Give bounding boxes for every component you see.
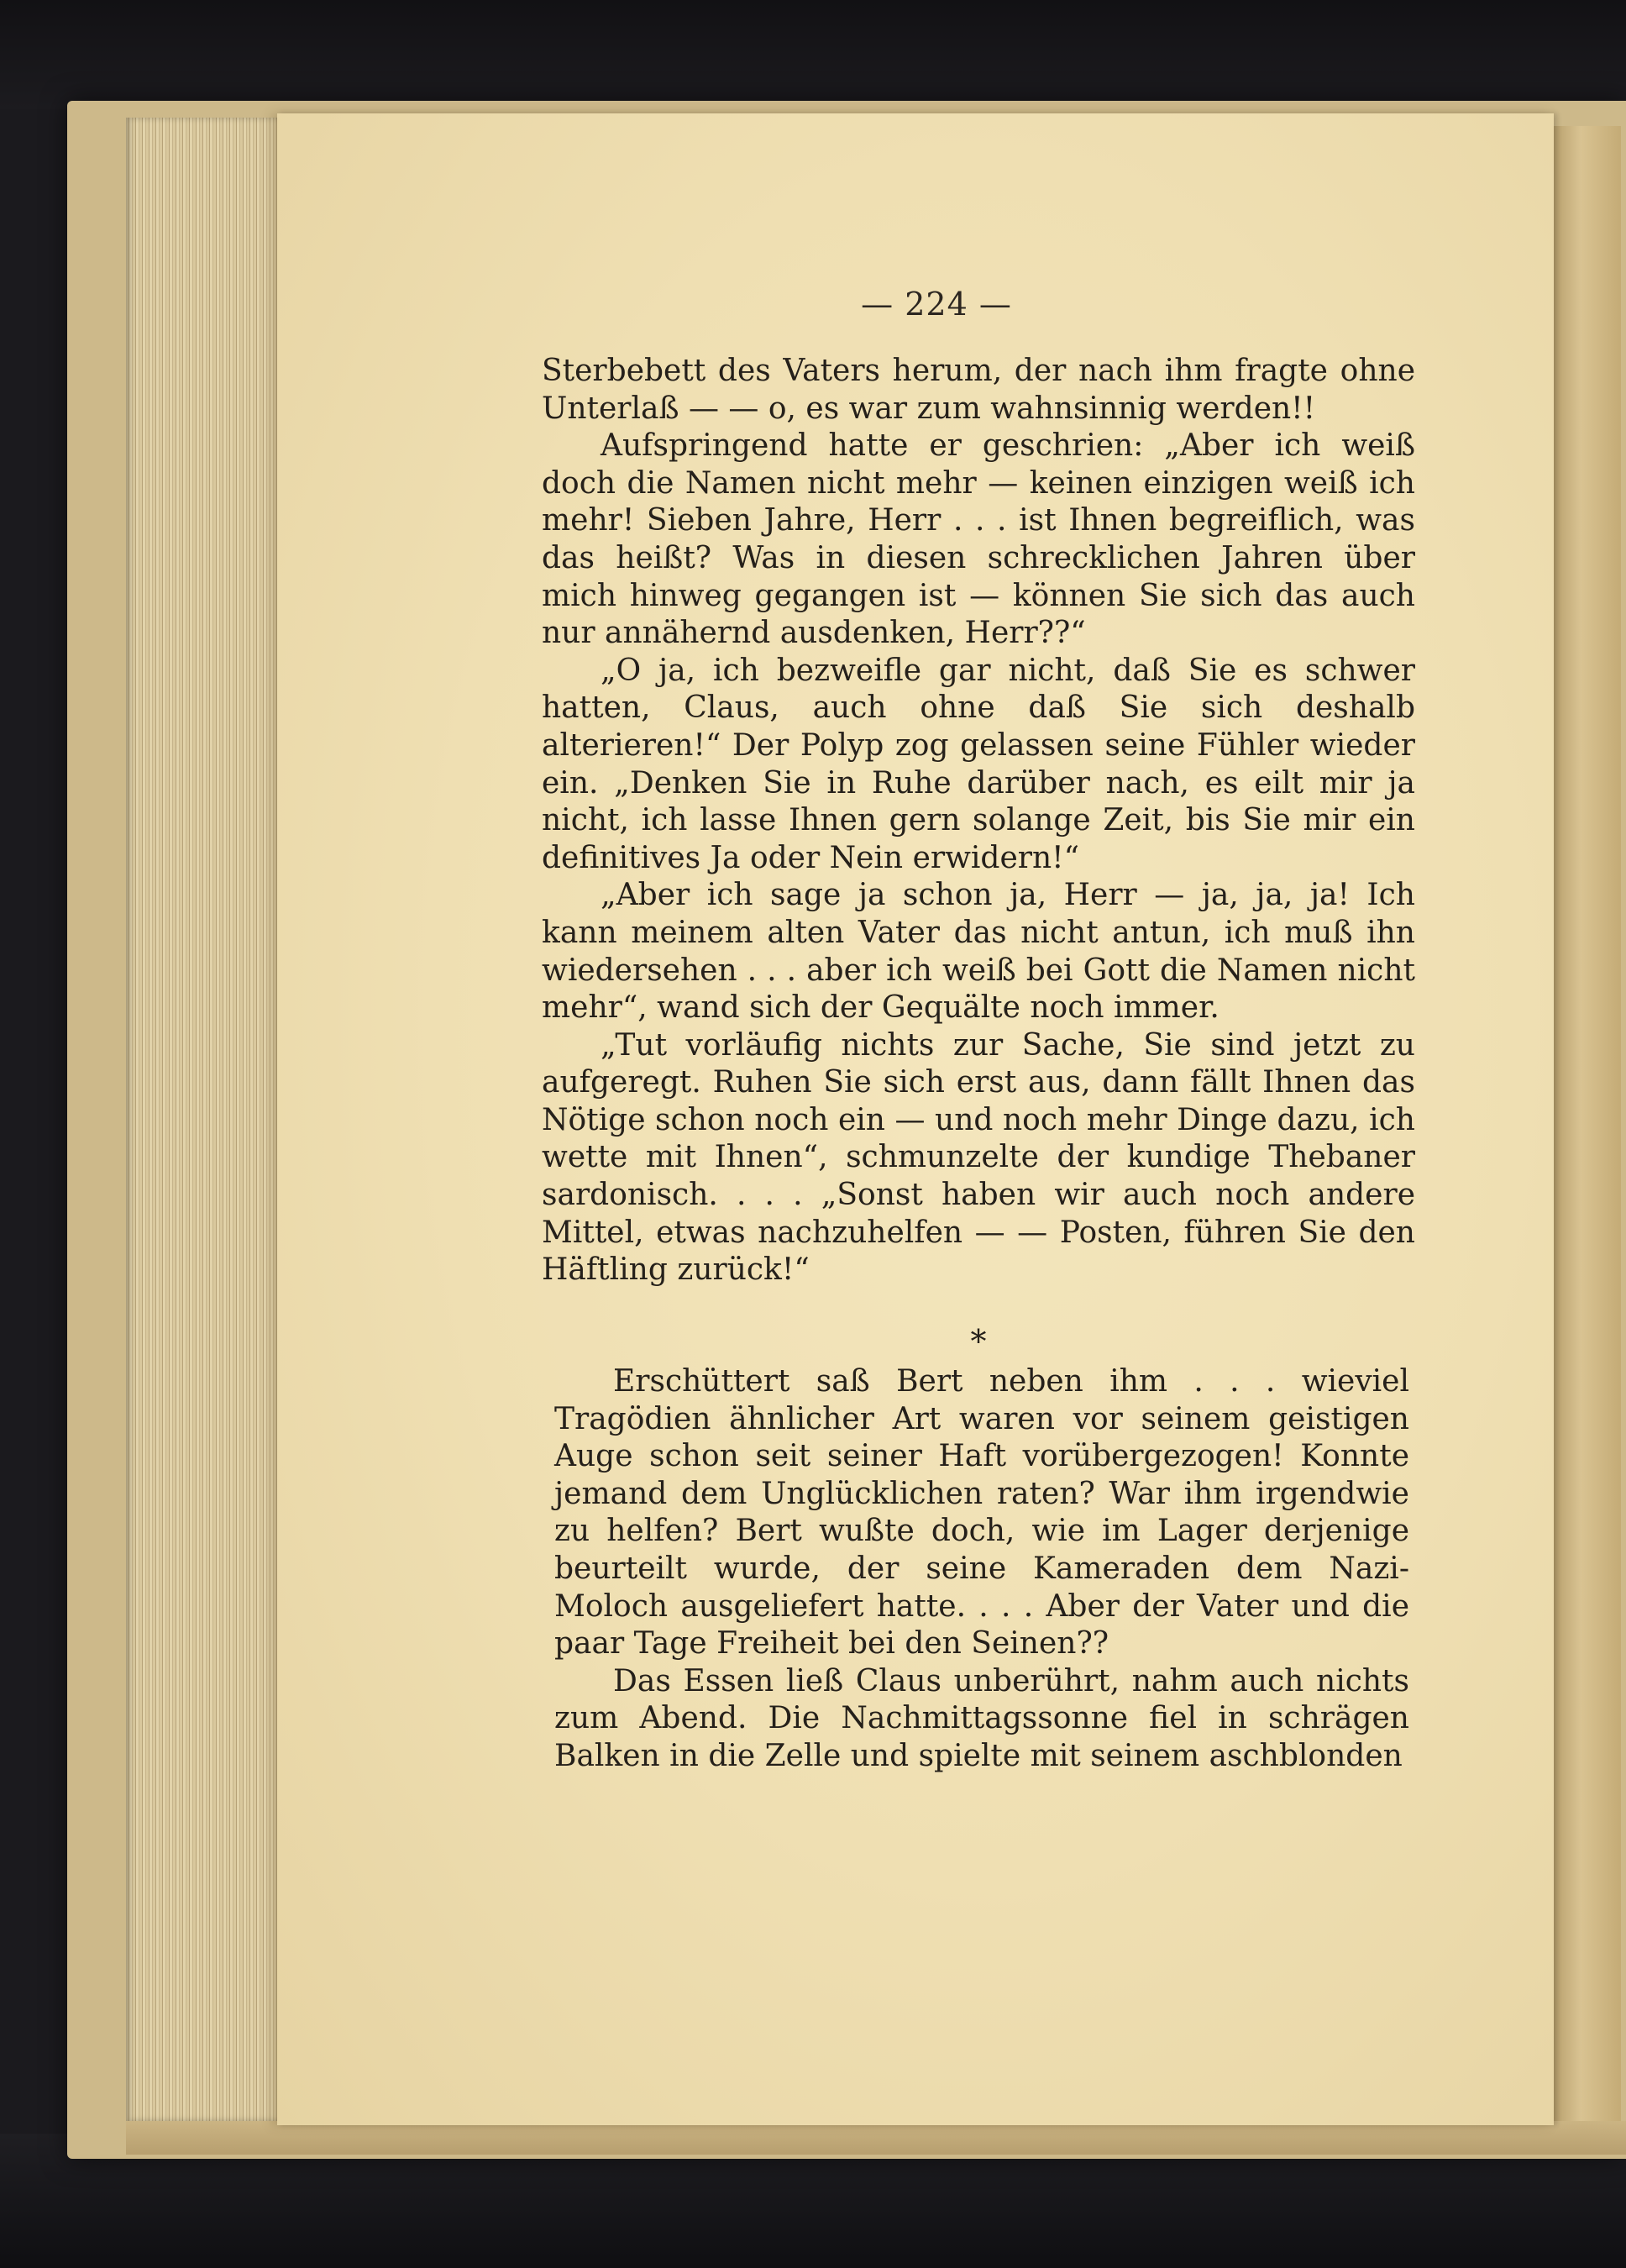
- paragraph: „Aber ich sage ja schon ja, Herr — ja, ja, ja! Ich kann meinem alten Vater das nicht antun, ich muß ihn wiedersehen . . . aber ich weiß bei Gott die Namen nicht mehr“, wand sich der Gequälte noch immer.: [542, 878, 1415, 1026]
- dark-backdrop-top: [0, 0, 1626, 109]
- facing-page-edge: [1554, 126, 1621, 2134]
- paragraph: Aufspringend hatte er geschrien: „Aber ich weiß doch die Namen nicht mehr — keinen einzigen weiß ich mehr! Sieben Jahre, Herr . . . ist Ihnen begreiflich, was das heißt? Was in diesen schrecklichen Jahren über mich hinweg gegangen ist — können Sie sich das auch nur annähernd ausdenken, Herr??“: [542, 428, 1415, 651]
- paragraph: Das Essen ließ Claus unberührt, nahm auch nichts zum Abend. Die Nachmittagssonne fiel in schrägen Balken in die Zelle und spielte mit seinem aschblonden: [554, 1663, 1409, 1773]
- paragraph: Erschüttert saß Bert neben ihm . . . wieviel Tragödien ähnlicher Art waren vor seinem geistigen Auge schon seit seiner Haft vorübergezogen! Konnte jemand dem Unglücklichen raten? War ihm irgendwie zu helfen? Bert wußte doch, wie im Lager derjenige beurteilt wurde, der seine Kameraden dem Nazi-Moloch ausgeliefert hatte. . . . Aber der Vater und die paar Tage Freiheit bei den Seinen??: [554, 1364, 1409, 1662]
- paragraph: „O ja, ich bezweifle gar nicht, daß Sie es schwer hatten, Claus, auch ohne daß Sie sich deshalb alterieren!“ Der Polyp zog gelassen seine Fühler wieder ein. „Denken Sie in Ruhe darüber nach, es eilt mir ja nicht, ich lasse Ihnen gern solange Zeit, bis Sie mir ein definitives Ja oder Nein erwidern!“: [542, 653, 1415, 875]
- stacked-page-edges: [126, 118, 294, 2121]
- text-section-two: [554, 1363, 1409, 1776]
- book-bottom-board: [126, 2121, 1626, 2155]
- page-number: — 224 —: [861, 286, 1012, 323]
- paragraph: Sterbebett des Vaters herum, der nach ihm fragte ohne Unterlaß — — o, es war zum wahnsinnig werden!!: [542, 354, 1415, 426]
- section-separator-asterisk: *: [970, 1323, 987, 1360]
- paragraph: „Tut vorläufig nichts zur Sache, Sie sind jetzt zu aufgeregt. Ruhen Sie sich erst aus, dann fällt Ihnen das Nötige schon noch ein — und noch mehr Dinge dazu, ich wette mit Ihnen“, schmunzelte der kundige Thebaner sardonisch. . . . „Sonst haben wir auch noch andere Mittel, etwas nachzuhelfen — — Posten, führen Sie den Häftling zurück!“: [542, 1027, 1415, 1288]
- text-section-one: [542, 353, 1415, 1289]
